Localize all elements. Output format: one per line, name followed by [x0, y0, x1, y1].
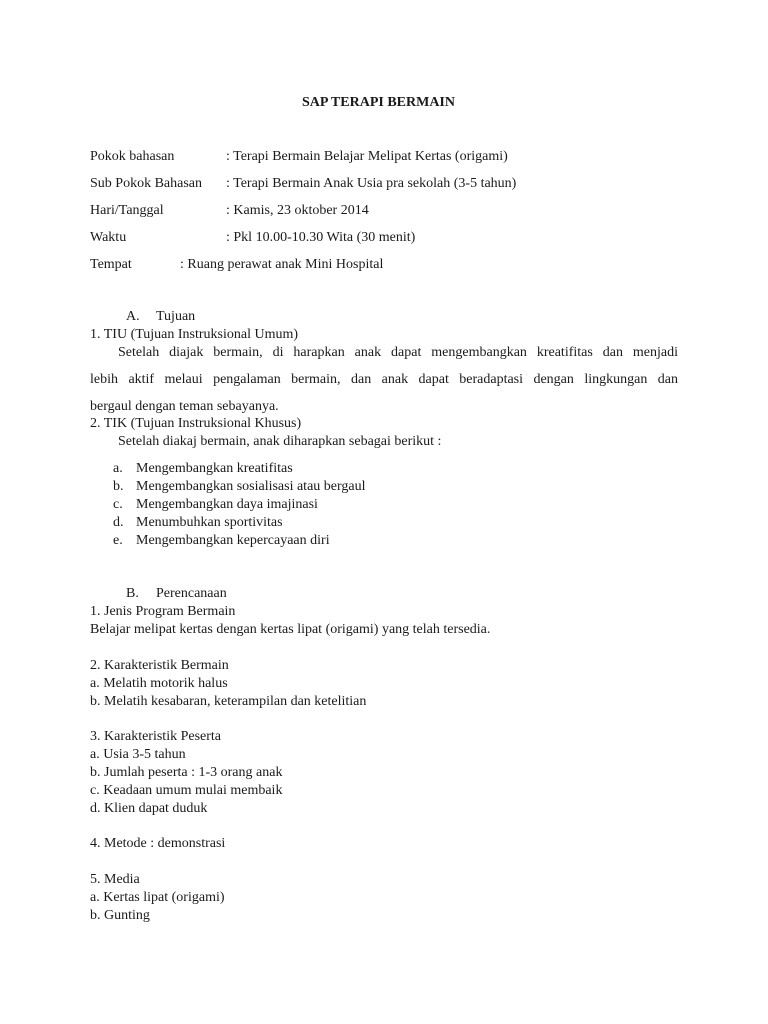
info-value-waktu: : Pkl 10.00-10.30 Wita (30 menit) [226, 230, 416, 245]
info-label-waktu: Waktu [90, 230, 127, 245]
karakteristik-bermain-heading: 2. Karakteristik Bermain [90, 658, 229, 673]
jenis-program-text: Belajar melipat kertas dengan kertas lipat (origami) yang telah tersedia. [90, 622, 491, 637]
tiu-heading: 1. TIU (Tujuan Instruksional Umum) [90, 327, 299, 342]
info-value-hari: : Kamis, 23 oktober 2014 [226, 203, 369, 218]
tik-item-text: Mengembangkan kreatifitas [136, 461, 293, 476]
tik-item-text: Mengembangkan kepercayaan diri [136, 533, 330, 548]
info-value-pokok: : Terapi Bermain Belajar Melipat Kertas (origami) [226, 149, 508, 164]
info-label-sub-pokok: Sub Pokok Bahasan [90, 176, 202, 191]
tik-heading: 2. TIK (Tujuan Instruksional Khusus) [90, 416, 302, 431]
tik-item-marker: d. [113, 515, 124, 530]
document-title: SAP TERAPI BERMAIN [302, 95, 455, 110]
karakteristik-peserta-item: d. Klien dapat duduk [90, 801, 208, 816]
info-label-hari: Hari/Tanggal [90, 203, 164, 218]
tik-item-marker: e. [113, 533, 123, 548]
section-a-heading: Tujuan [156, 309, 196, 324]
karakteristik-bermain-item: a. Melatih motorik halus [90, 676, 228, 691]
info-value-tempat: : Ruang perawat anak Mini Hospital [180, 257, 384, 272]
section-a-letter: A. [126, 309, 140, 324]
tik-item-marker: c. [113, 497, 123, 512]
tik-item-marker: a. [113, 461, 123, 476]
section-b-heading: Perencanaan [156, 586, 227, 601]
karakteristik-bermain-item: b. Melatih kesabaran, keterampilan dan ketelitian [90, 694, 367, 709]
karakteristik-peserta-item: a. Usia 3-5 tahun [90, 747, 186, 762]
metode-line: 4. Metode : demonstrasi [90, 836, 226, 851]
tik-item-text: Mengembangkan sosialisasi atau bergaul [136, 479, 366, 494]
info-label-tempat: Tempat [90, 257, 132, 272]
tik-item-text: Mengembangkan daya imajinasi [136, 497, 318, 512]
media-heading: 5. Media [90, 872, 140, 887]
tik-item-marker: b. [113, 479, 124, 494]
tiu-paragraph-line-2: lebih aktif melaui pengalaman bermain, dan anak dapat beradaptasi dengan lingkungan dan [90, 372, 678, 387]
tik-item-text: Menumbuhkan sportivitas [136, 515, 283, 530]
section-b-letter: B. [126, 586, 139, 601]
karakteristik-peserta-heading: 3. Karakteristik Peserta [90, 729, 222, 744]
karakteristik-peserta-item: b. Jumlah peserta : 1-3 orang anak [90, 765, 283, 780]
karakteristik-peserta-item: c. Keadaan umum mulai membaik [90, 783, 283, 798]
tiu-paragraph-line-1: Setelah diajak bermain, di harapkan anak dapat mengembangkan kreatifitas dan menjadi [118, 345, 678, 360]
media-item: a. Kertas lipat (origami) [90, 890, 225, 905]
info-value-sub-pokok: : Terapi Bermain Anak Usia pra sekolah (3-5 tahun) [226, 176, 517, 191]
tik-intro: Setelah diakaj bermain, anak diharapkan sebagai berikut : [118, 434, 442, 449]
info-label-pokok: Pokok bahasan [90, 149, 175, 164]
jenis-program-heading: 1. Jenis Program Bermain [90, 604, 236, 619]
media-item: b. Gunting [90, 908, 150, 923]
tiu-paragraph-line-3: bergaul dengan teman sebayanya. [90, 399, 279, 414]
